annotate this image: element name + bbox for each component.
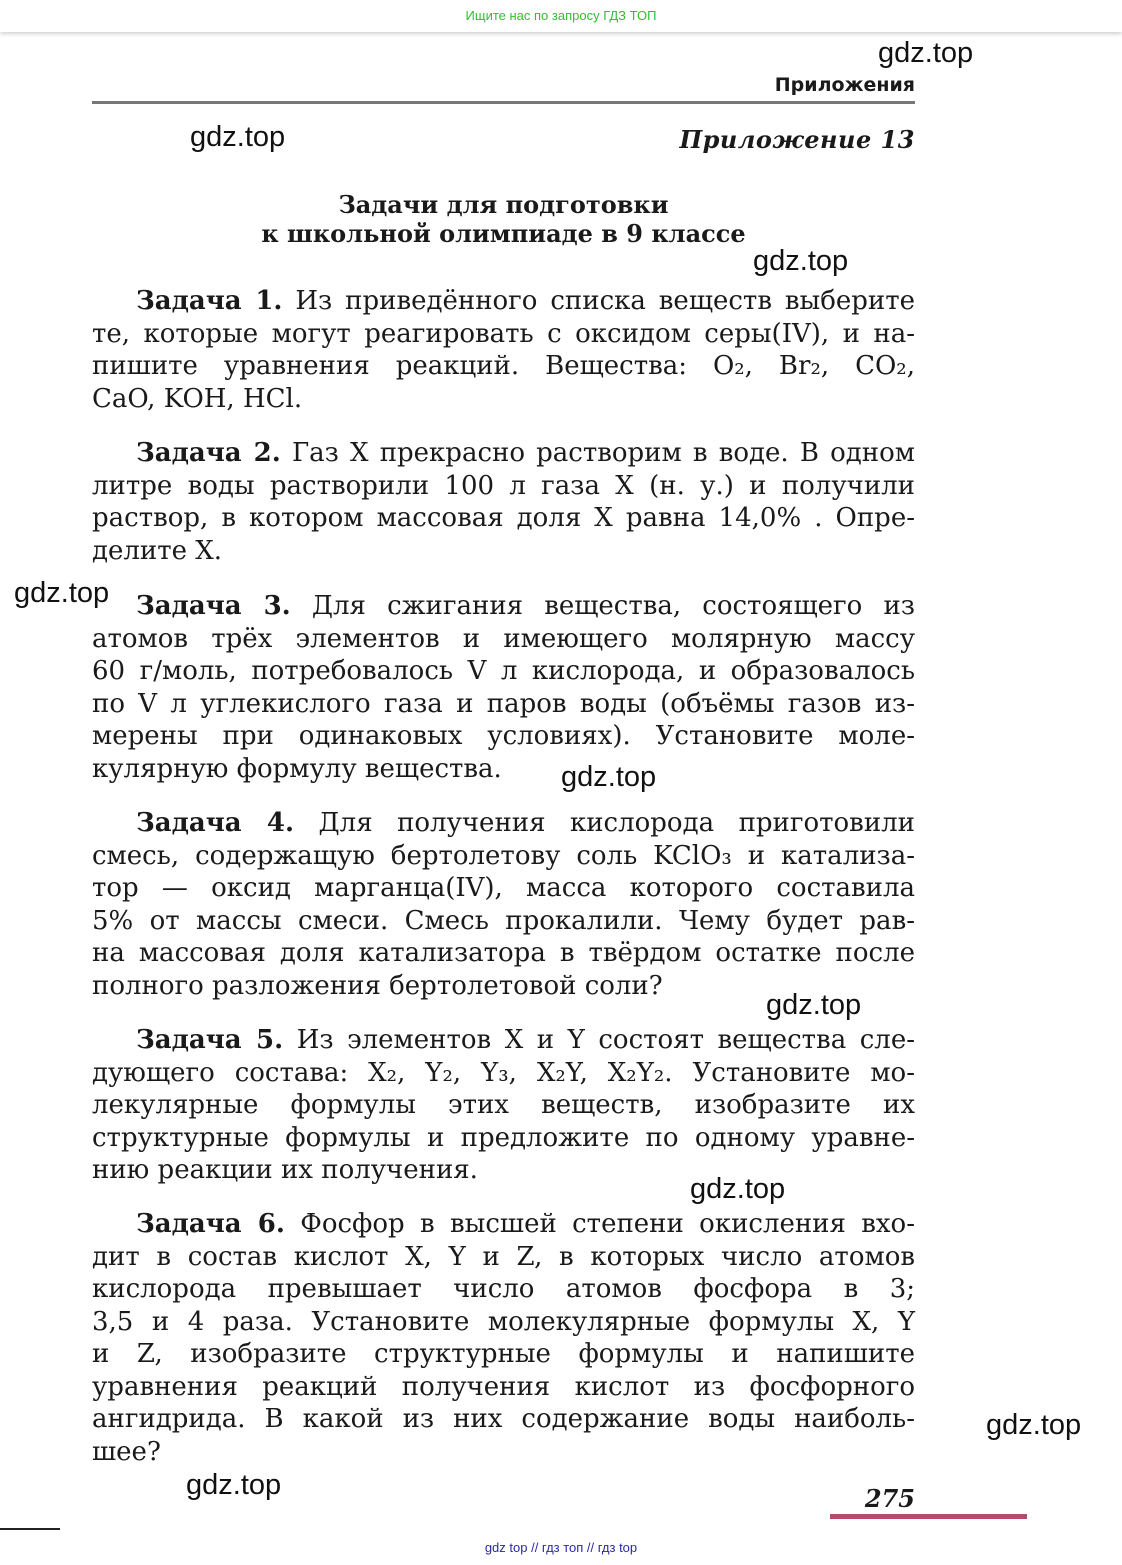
task-line: Задача 3. Для сжигания вещества, состоящего из [136,591,915,621]
task-line: кислорода превышает число атомов фосфора в 3; [92,1274,915,1304]
page-title [92,190,915,248]
task-label: Задача 4. [136,808,295,838]
task-line: уравнения реакций получения кислот из фосфорного [92,1371,915,1402]
title-line: Задачи для подготовки [338,190,669,219]
task-line: пишите уравнения реакций. Вещества: O₂, Br₂, CO₂, [92,351,915,381]
task-line: Задача 6. Фосфор в высшей степени окисления вхо- [136,1209,915,1239]
watermark: gdz.top [753,245,849,277]
watermark: gdz.top [561,761,657,793]
task-label: Задача 2. [136,438,281,468]
task-line: 60 г/моль, потребовалось V л кислорода, и образовалось [92,656,915,686]
task-line: нию реакции их получения. [92,1155,478,1185]
task-line: Задача 4. Для получения кислорода приготовили [136,808,915,838]
task-label: Задача 5. [136,1025,284,1055]
task-line: Задача 5. Из элементов X и Y состоят вещества сле- [136,1025,915,1055]
title-line: к школьной олимпиаде в 9 классе [261,219,746,248]
task-line: Задача 1. Из приведённого списка веществ выберите [136,286,915,316]
task-5 [92,1024,915,1187]
task-line: шее? [92,1436,161,1467]
task-line: и Z, изобразите структурные формулы и напишите [92,1339,915,1369]
task-line: лекулярные формулы этих веществ, изобразите их [92,1090,915,1120]
task-line: тор — оксид марганца(IV), масса которого составила [92,873,915,903]
task-line: делите X. [92,535,223,566]
watermark: gdz.top [878,37,974,69]
task-line: 3,5 и 4 раза. Установите молекулярные формулы X, Y [92,1306,915,1337]
task-line: структурные формулы и предложите по одному уравне- [92,1122,915,1153]
header-divider [92,101,915,104]
task-3 [92,590,915,785]
top-banner [0,0,1122,32]
task-line: раствор, в котором массовая доля X равна 14,0% . Опре- [92,503,915,533]
task-line: CaO, KOH, HCl. [92,383,303,414]
task-line: мерены при одинаковых условиях). Установите моле- [92,721,915,751]
task-line: на массовая доля катализатора в твёрдом остатке после [92,938,915,968]
task-line: атомов трёх элементов и имеющего молярную массу [92,623,915,654]
task-2 [92,437,915,567]
watermark: gdz.top [186,1469,282,1501]
task-label: Задача 3. [136,591,291,621]
task-line: дит в состав кислот X, Y и Z, в которых число атомов [92,1241,915,1272]
task-line: Задача 2. Газ X прекрасно растворим в воде. В одном [136,438,915,468]
watermark: gdz.top [14,577,110,609]
watermark: gdz.top [690,1173,786,1205]
task-label: Задача 1. [136,286,283,316]
appendix-label: Приложение 13 [679,125,915,154]
task-label: Задача 6. [136,1209,285,1239]
task-line: литре воды растворили 100 л газа X (н. у.) и получили [92,470,915,501]
task-line: кулярную формулу вещества. [92,753,502,784]
banner-text: Ищите нас по запросу ГДЗ ТОП [465,8,657,23]
watermark: gdz.top [190,121,286,153]
page-number-bar [830,1514,1027,1519]
task-1 [92,285,915,415]
task-line: те, которые могут реагировать с оксидом серы(IV), и на- [92,318,915,349]
task-line: смесь, содержащую бертолетову соль KClO₃ и катализа- [92,840,915,871]
task-line: по V л углекислого газа и паров воды (объёмы газов из- [92,688,915,719]
task-line: дующего состава: X₂, Y₂, Y₃, X₂Y, X₂Y₂. Установите мо- [92,1057,915,1088]
task-6 [92,1208,915,1468]
section-header: Приложения [774,74,915,96]
task-4 [92,807,915,1002]
watermark: gdz.top [986,1409,1082,1441]
bottom-left-rule [0,1528,60,1530]
page-number: 275 [864,1484,915,1513]
watermark: gdz.top [766,989,862,1021]
task-line: полного разложения бертолетовой соли? [92,970,663,1001]
footer-links: gdz top // гдз топ // гдз top [484,1540,638,1555]
task-line: 5% от массы смеси. Смесь прокалили. Чему будет рав- [92,905,915,936]
task-line: ангидрида. В какой из них содержание воды наиболь- [92,1404,915,1434]
